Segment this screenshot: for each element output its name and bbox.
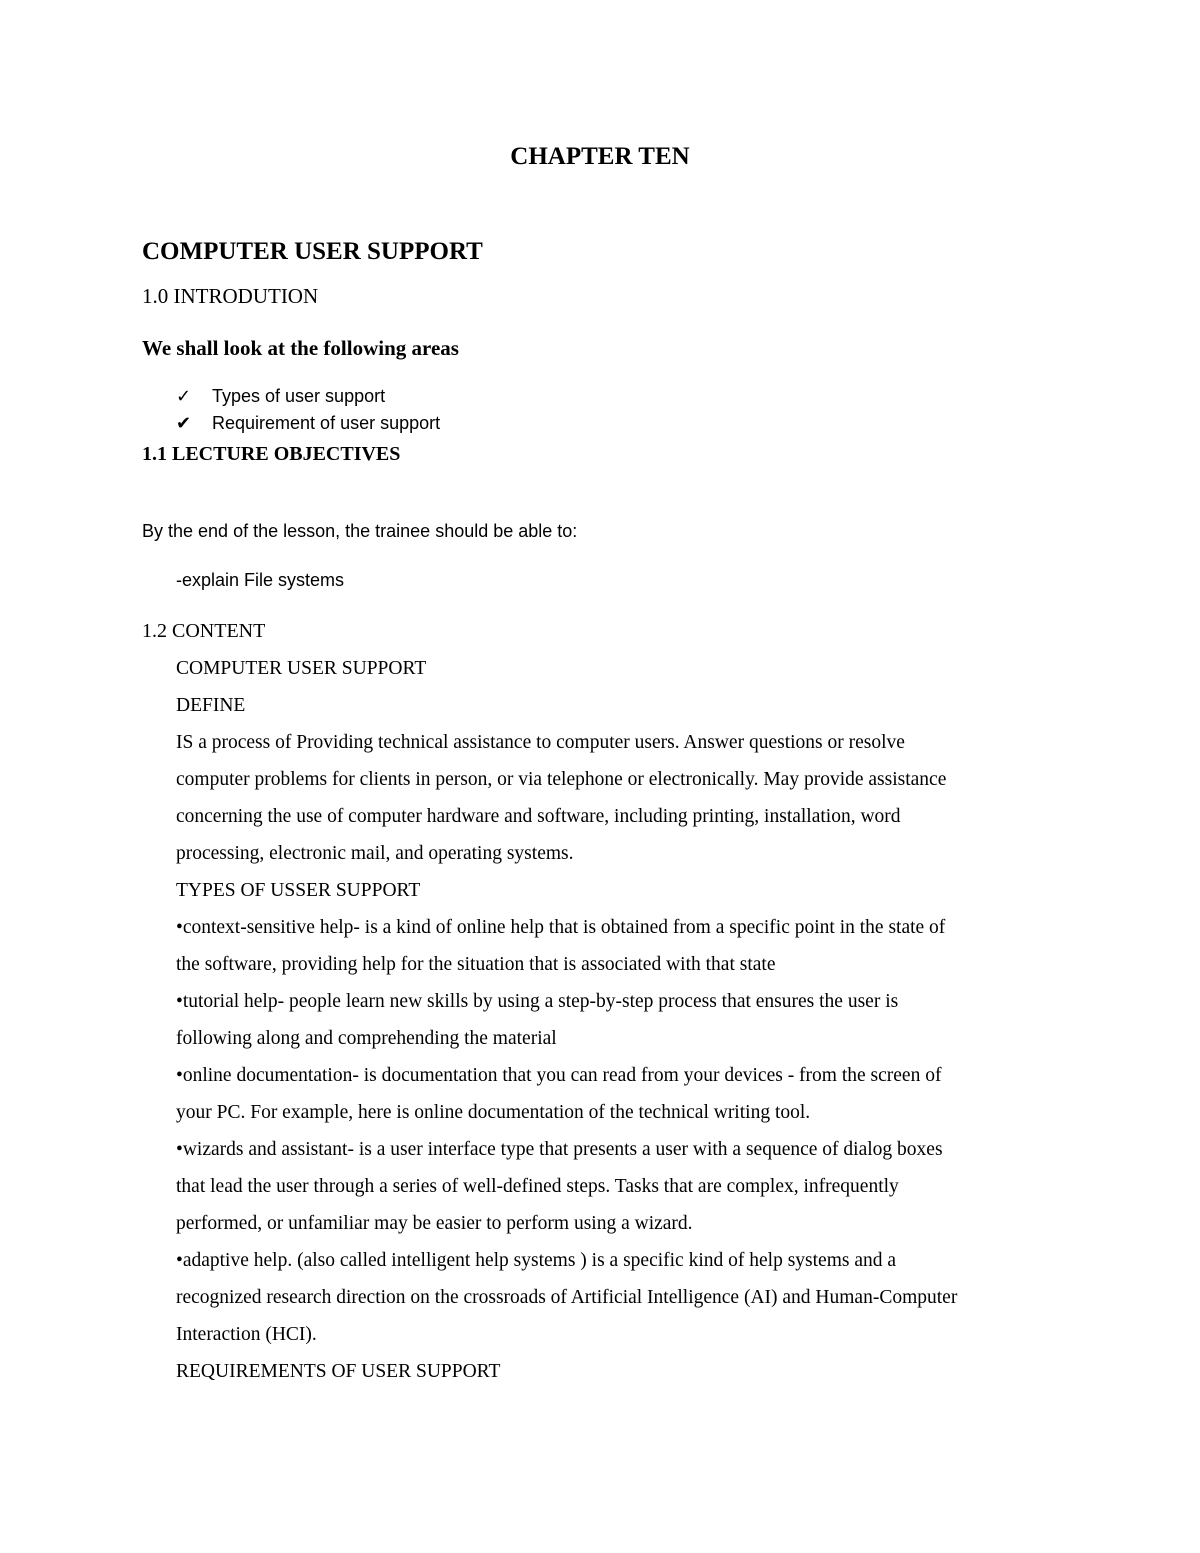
document-title: COMPUTER USER SUPPORT bbox=[142, 238, 483, 265]
bullet-line: •adaptive help. (also called intelligent help systems ) is a specific kind of help systems and a bbox=[176, 1250, 897, 1271]
areas-heading: We shall look at the following areas bbox=[142, 336, 459, 360]
definition-line: concerning the use of computer hardware and software, including printing, installation, word bbox=[176, 806, 901, 827]
bullet-line: •context-sensitive help- is a kind of online help that is obtained from a specific point in the state of bbox=[176, 917, 946, 938]
objectives-intro: By the end of the lesson, the trainee should be able to: bbox=[142, 521, 578, 541]
requirements-heading: REQUIREMENTS OF USER SUPPORT bbox=[176, 1361, 501, 1382]
bullet-line: performed, or unfamiliar may be easier to perform using a wizard. bbox=[176, 1213, 693, 1234]
objective-item: -explain File systems bbox=[176, 570, 345, 590]
types-heading: TYPES OF USSER SUPPORT bbox=[176, 880, 421, 901]
introduction-heading: 1.0 INTRODUTION bbox=[142, 284, 319, 308]
heavy-checkmark-icon: ✔ bbox=[176, 413, 192, 434]
definition-line: IS a process of Providing technical assistance to computer users. Answer questions or resolve bbox=[176, 732, 905, 753]
content-heading: 1.2 CONTENT bbox=[142, 620, 266, 642]
area-list-item bbox=[176, 386, 385, 407]
checkmark-icon: ✓ bbox=[176, 386, 192, 407]
bullet-line: following along and comprehending the material bbox=[176, 1028, 557, 1049]
definition-line: processing, electronic mail, and operating systems. bbox=[176, 843, 574, 864]
bullet-line: recognized research direction on the crossroads of Artificial Intelligence (AI) and Human-Computer bbox=[176, 1287, 958, 1308]
area-list-item bbox=[176, 413, 440, 434]
chapter-title: CHAPTER TEN bbox=[510, 143, 690, 170]
definition-line: computer problems for clients in person, or via telephone or electronically. May provide assistance bbox=[176, 769, 947, 790]
bullet-line: •wizards and assistant- is a user interface type that presents a user with a sequence of dialog boxes bbox=[176, 1139, 943, 1160]
define-label: DEFINE bbox=[176, 695, 246, 716]
bullet-line: Interaction (HCI). bbox=[176, 1324, 317, 1345]
content-body bbox=[176, 650, 1056, 1390]
area-label: Requirement of user support bbox=[212, 413, 441, 433]
bullet-line: •tutorial help- people learn new skills by using a step-by-step process that ensures the user is bbox=[176, 991, 899, 1012]
bullet-line: •online documentation- is documentation that you can read from your devices - from the screen of bbox=[176, 1065, 942, 1086]
bullet-line: the software, providing help for the situation that is associated with that state bbox=[176, 954, 776, 975]
objectives-heading: 1.1 LECTURE OBJECTIVES bbox=[142, 443, 401, 465]
content-subheading: COMPUTER USER SUPPORT bbox=[176, 658, 427, 679]
bullet-line: that lead the user through a series of well-defined steps. Tasks that are complex, infrequently bbox=[176, 1176, 899, 1197]
bullet-line: your PC. For example, here is online documentation of the technical writing tool. bbox=[176, 1102, 811, 1123]
area-label: Types of user support bbox=[212, 386, 386, 406]
